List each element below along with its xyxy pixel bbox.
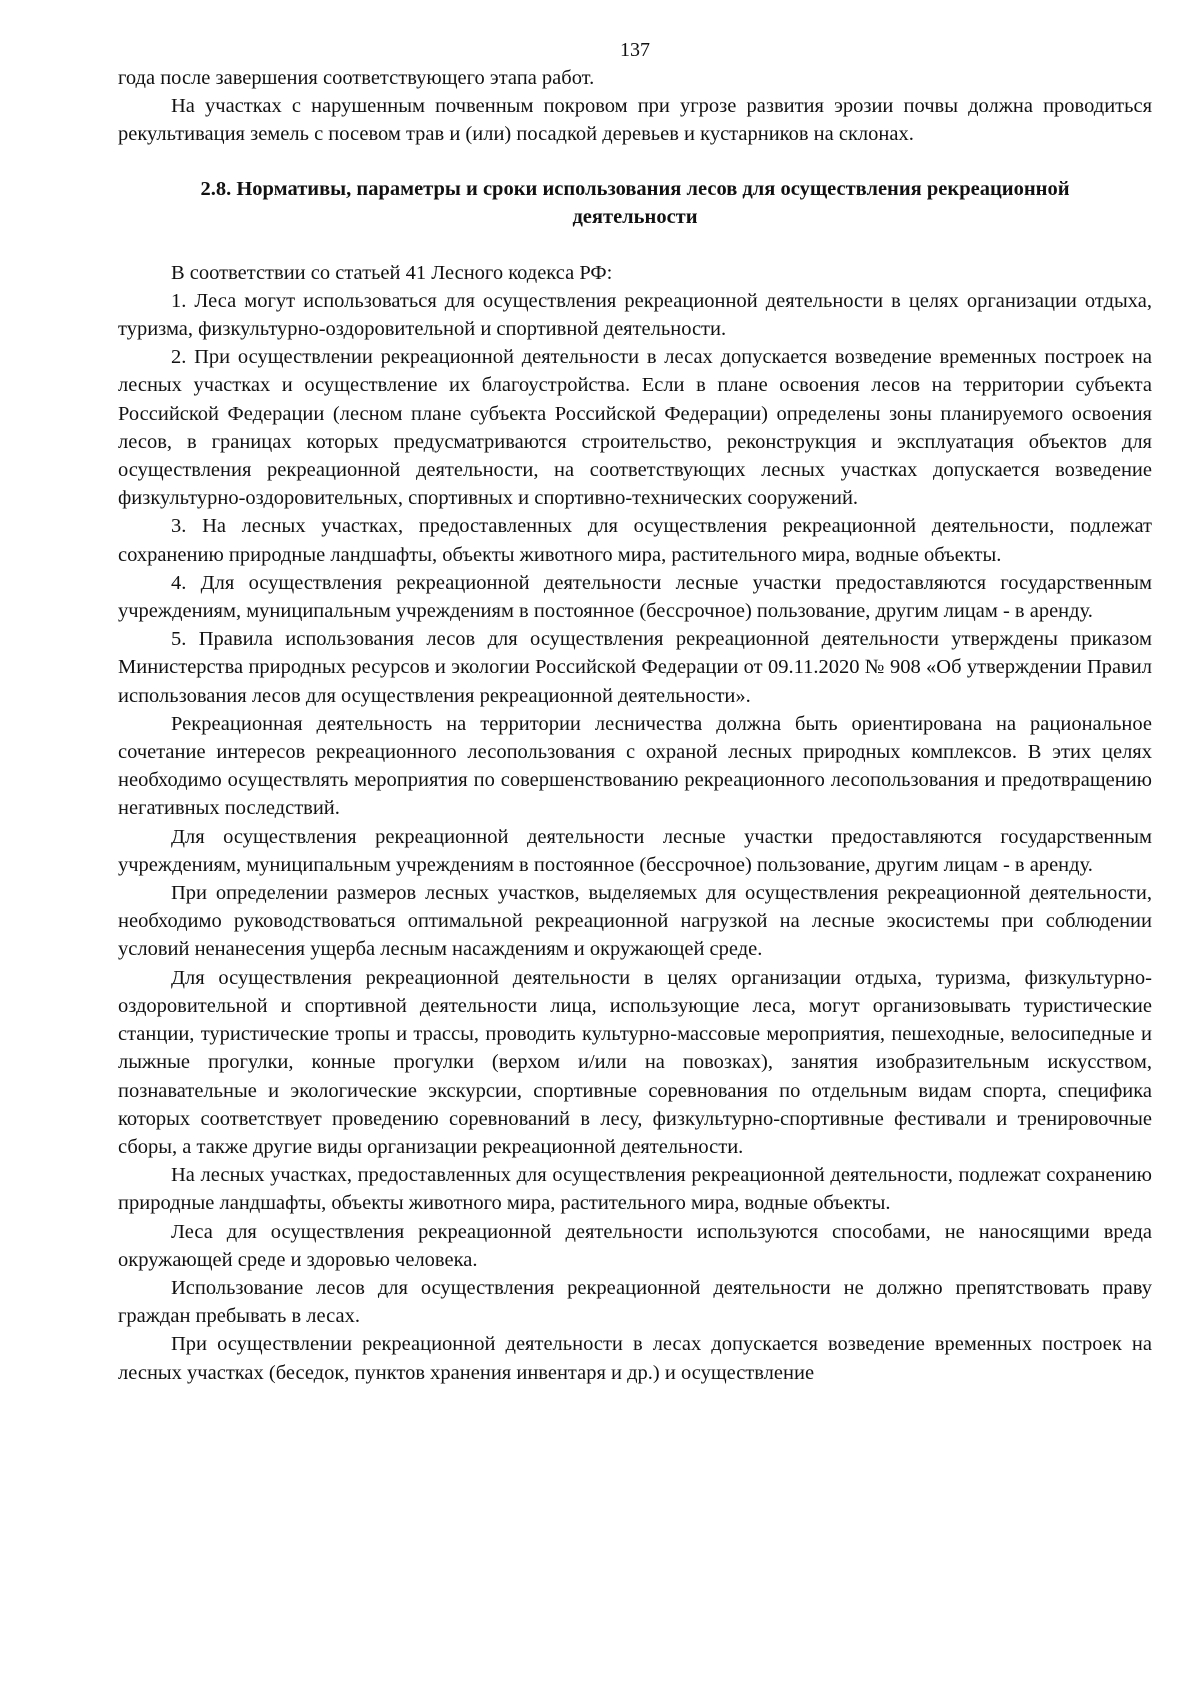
paragraph-body: При определении размеров лесных участков, выделяемых для осуществления рекреационной деятельности, необходимо руководствоваться оптимальной рекреационной нагрузкой на лесные экосистемы при соблюдении условий ненанесения ущерба лесным насаждениям и окружающей среде. xyxy=(118,882,1152,961)
page-number: 137 xyxy=(620,39,650,61)
paragraph-item-4: 4. Для осуществления рекреационной деятельности лесные участки предоставляются государственным учреждениям, муниципальным учреждениям в постоянное (бессрочное) пользование, другим лицам - в аренду. xyxy=(118,571,1152,623)
paragraph-item-3: 3. На лесных участках, предоставленных для осуществления рекреационной деятельности, подлежат сохранению природные ландшафты, объекты животного мира, растительного мира, водные объекты. xyxy=(118,515,1152,566)
paragraph-continuation: года после завершения соответствующего этапа работ. xyxy=(118,67,595,89)
paragraph-body: Для осуществления рекреационной деятельности в целях организации отдыха, туризма, физкультурно-оздоровительной и спортивной деятельности лица, использующие леса, могут организовывать туристические станции, туристические тропы и трассы, проводить культурно-массовые мероприятия, пешеходные, велосипедные и лыжные прогулки, конные прогулки (верхом и/или на повозках), занятия изобразительным искусством, познавательные и экологические экскурсии, спортивные соревнования по отдельным видам спорта, специфика которых соответствует проведению соревнований в лесу, физкультурно-спортивные фестивали и тренировочные сборы, а также другие виды организации рекреационной деятельности. xyxy=(118,966,1152,1158)
paragraph-body: Леса для осуществления рекреационной деятельности используются способами, не наносящими вреда окружающей среде и здоровью человека. xyxy=(118,1220,1152,1271)
paragraph-item-1: 1. Леса могут использоваться для осуществления рекреационной деятельности в целях организации отдыха, туризма, физкультурно-оздоровительной и спортивной деятельности. xyxy=(118,289,1152,341)
paragraph-item-5: 5. Правила использования лесов для осуществления рекреационной деятельности утверждены приказом Министерства природных ресурсов и экологии Российской Федерации от 09.11.2020 № 908 «Об утверждении Правил использования лесов для осуществления рекреационной деятельности». xyxy=(118,628,1152,707)
paragraph-body: Для осуществления рекреационной деятельности лесные участки предоставляются государственным учреждениям, муниципальным учреждениям в постоянное (бессрочное) пользование, другим лицам - в аренду. xyxy=(118,825,1152,876)
paragraph-intro: В соответствии со статьей 41 Лесного кодекса РФ: xyxy=(171,261,613,284)
paragraph-body: На лесных участках, предоставленных для осуществления рекреационной деятельности, подлежат сохранению природные ландшафты, объекты животного мира, растительного мира, водные объекты. xyxy=(118,1164,1152,1215)
paragraph-body: При осуществлении рекреационной деятельности в лесах допускается возведение временных построек на лесных участках (беседок, пунктов хранения инвентаря и др.) и осуществление xyxy=(118,1333,1152,1384)
paragraph-body: Рекреационная деятельность на территории лесничества должна быть ориентирована на рациональное сочетание интересов рекреационного лесопользования с охраной лесных природных комплексов. В этих целях необходимо осуществлять мероприятия по совершенствованию рекреационного лесопользования и предотвращению негативных последствий. xyxy=(118,712,1152,820)
section-heading: 2.8. Нормативы, параметры и сроки использования лесов для осуществления рекреационной деятельности xyxy=(200,177,1070,228)
paragraph-item-2: 2. При осуществлении рекреационной деятельности в лесах допускается возведение временных построек на лесных участках и осуществление их благоустройства. Если в плане освоения лесов на территории субъекта Российской Федерации (лесном плане субъекта Российской Федерации) определены зоны планируемого освоения лесов, в границах которых предусматриваются строительство, реконструкция и эксплуатация объектов для осуществления рекреационной деятельности, на соответствующих лесных участках допускается возведение физкультурно-оздоровительных, спортивных и спортивно-технических сооружений. xyxy=(118,346,1152,510)
paragraph-recultivation: На участках с нарушенным почвенным покровом при угрозе развития эрозии почвы должна проводиться рекультивация земель с посевом трав и (или) посадкой деревьев и кустарников на склонах. xyxy=(118,95,1152,146)
paragraph-body: Использование лесов для осуществления рекреационной деятельности не должно препятствовать праву граждан пребывать в лесах. xyxy=(118,1276,1152,1328)
